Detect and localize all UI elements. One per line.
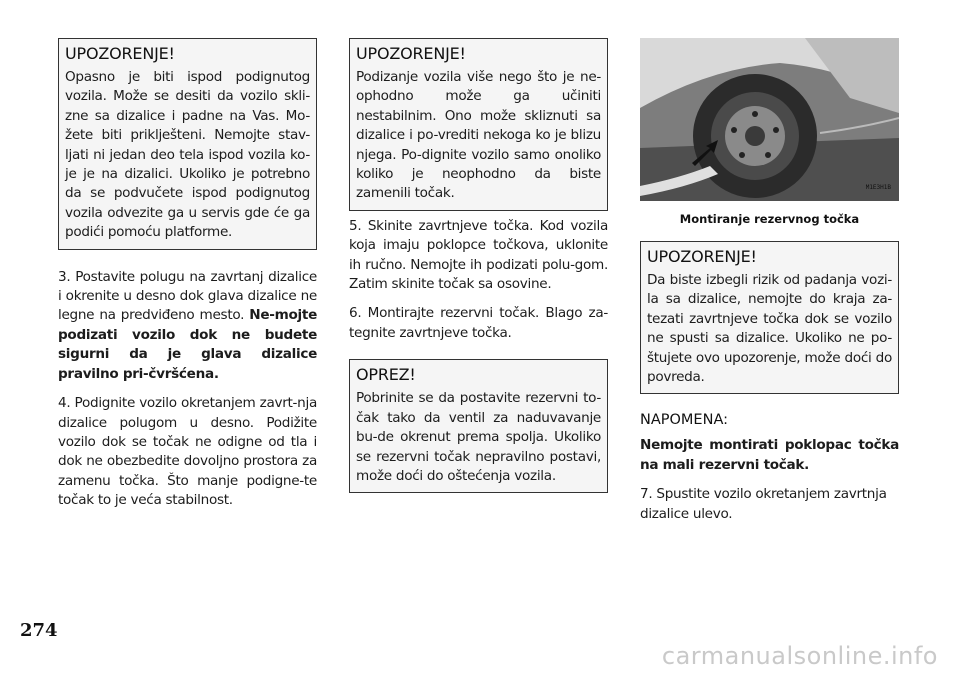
warning-box-2 [349, 38, 608, 211]
right-column [640, 38, 899, 524]
caution-body: Pobrinite se da postavite rezervni to-čak tako da ventil za naduvavanje bu-de okrenut prema spolja. Ukoliko se rezervni točak nepravilno postavi, može doći do oštećenja vozila. [356, 390, 601, 484]
watermark: carmanualsonline.info [661, 642, 938, 670]
warning-body: Opasno je biti ispod podignutog vozila. Može se desiti da vozilo skli-zne sa dizalice i padne na Vas. Mo-žete biti priklješteni. Nemojte stav-ljati ni jedan deo tela ispod vozila ko-je je na dizalici. Ukoliko je potrebno da se podvučete ispod podignutog vozila odvezite ga u servis gde će ga podići pomoću platforme. [65, 69, 310, 241]
spare-wheel-figure [640, 38, 899, 201]
warning-title: UPOZORENJE! [65, 44, 175, 63]
warning-body: Da biste izbegli rizik od padanja vozi-la sa dizalice, nemojte do kraja za-tezati zavrtnjeve točka dok se vozilo ne spusti sa dizalice. Ukoliko ne po-štujete ovo upozorenje, može doći do povreda. [647, 272, 892, 386]
spare-wheel-illustration [640, 38, 899, 201]
warning-body: Podizanje vozila više nego što je ne-ophodno može ga učiniti nestabilnim. Ono može skliznuti sa dizalice i po-vrediti nekoga ko je blizu njega. Po-dignite vozilo samo onoliko koliko je neophodno da biste zamenili točak. [356, 69, 601, 202]
caution-box [349, 359, 608, 493]
step-3-text: 3. Postavite polugu na zavrtanj dizalice i okrenite u desno dok glava dizalice ne legne na predviđeno mesto. [58, 268, 317, 324]
caution-title: OPREZ! [356, 365, 416, 385]
figure-caption: Montiranje rezervnog točka [679, 212, 860, 226]
note-title: NAPOMENA: [640, 412, 728, 429]
figure-code: M1E3H1B [865, 184, 891, 191]
step-5: 5. Skinite zavrtnjeve točka. Kod vozila koja imaju poklopce točkova, uklonite ih ručno. Nemojte ih podizati polu-gom. Zatim skinite točak sa osovine. [349, 217, 608, 293]
note-bold: Nemojte montirati poklopac točka na mali rezervni točak. [640, 437, 899, 473]
middle-column [349, 38, 608, 493]
step-7: 7. Spustite vozilo okretanjem zavrtnja dizalice ulevo. [640, 486, 887, 522]
warning-box-1 [58, 38, 317, 250]
warning-title: UPOZORENJE! [647, 247, 757, 266]
left-column [58, 38, 317, 511]
step-3 [58, 268, 317, 384]
step-3-bold: Ne-mojte podizati vozilo dok ne budete sigurni da je glava dizalice pravilno pri-čvršćena. [58, 307, 317, 382]
step-4: 4. Podignite vozilo okretanjem zavrt-nja dizalice polugom u desno. Podižite vozilo dok se točak ne odigne od tla i dok ne obezbedite dovoljno prostora za zamenu točka. Što manje podigne-te točak to je veća stabilnost. [58, 395, 317, 509]
warning-title: UPOZORENJE! [356, 44, 466, 63]
page-number: 274 [20, 620, 58, 641]
warning-box-3 [640, 241, 899, 394]
step-6: 6. Montirajte rezervni točak. Blago za-tegnite zavrtnjeve točka. [349, 305, 608, 341]
